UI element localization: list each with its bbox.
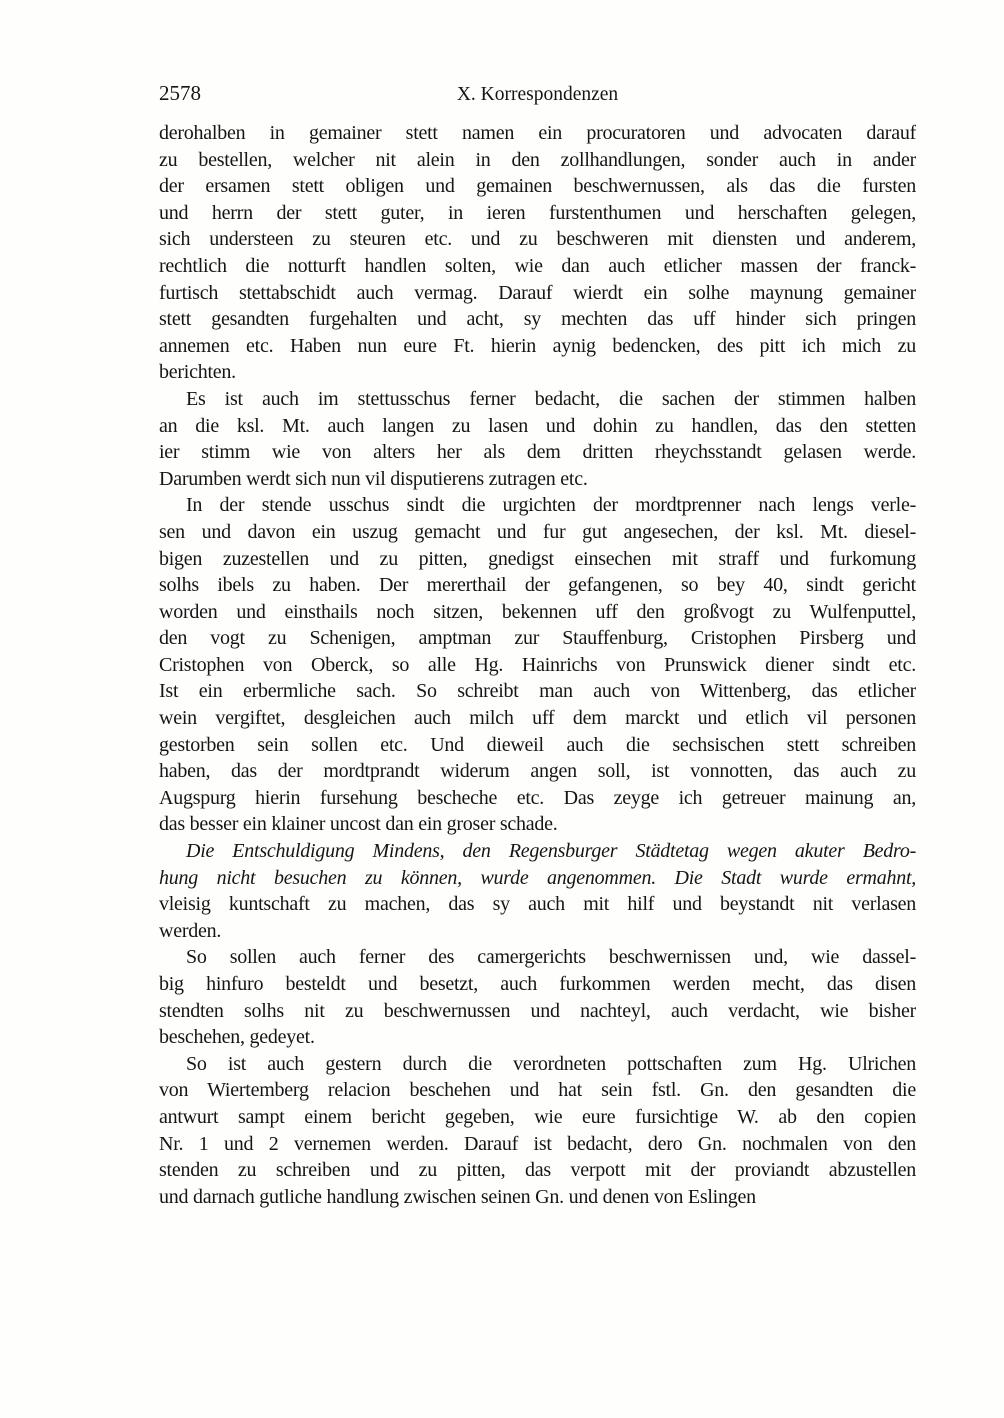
text-line: wein vergiftet, desgleichen auch milch uff dem marckt und etlich vil personen bbox=[159, 707, 916, 730]
text-line: So sollen auch ferner des camergerichts beschwernissen und, wie dassel- bbox=[186, 946, 916, 969]
text-line: Es ist auch im stettusschus ferner bedacht, die sachen der stimmen halben bbox=[186, 387, 916, 410]
text-line: ier stimm wie von alters her als dem dritten rheychsstandt gelasen werde. bbox=[159, 441, 916, 464]
text-line: das besser ein klainer uncost dan ein groser schade. bbox=[159, 813, 558, 836]
text-line: von Wiertemberg relacion beschehen und hat sein fstl. Gn. den gesandten die bbox=[159, 1079, 916, 1102]
text-line: werden. bbox=[159, 919, 222, 942]
text-line: big hinfuro besteldt und besetzt, auch furkommen werden mecht, das disen bbox=[159, 973, 916, 995]
text-line: bigen zuzestellen und zu pitten, gnedigst einsechen mit straff und furkomung bbox=[159, 547, 916, 570]
text-line: berichten. bbox=[159, 361, 236, 384]
text-line: beschehen, gedeyet. bbox=[159, 1026, 315, 1049]
text-line: vleisig kuntschaft zu machen, das sy auch mit hilf und beystandt nit verlasen bbox=[159, 893, 916, 916]
text-line: worden und einsthails noch sitzen, bekennen uff den großvogt zu Wulfenputtel, bbox=[159, 600, 916, 623]
text-line: gestorben sein sollen etc. Und dieweil auch die sechsischen stett schreiben bbox=[159, 733, 916, 756]
text-line: haben, das der mordtprandt widerum angen soll, ist vonnotten, das auch zu bbox=[159, 760, 916, 783]
text-line: annemen etc. Haben nun eure Ft. hierin aynig bedencken, des pitt ich mich zu bbox=[159, 334, 916, 357]
text-line: Die Entschuldigung Mindens, den Regensburger Städtetag wegen akuter Bedro- bbox=[186, 840, 916, 863]
text-line: Darumben werdt sich nun vil disputierens zutragen etc. bbox=[159, 467, 588, 490]
text-line: antwurt sampt einem bericht gegeben, wie eure fursichtige W. ab den copien bbox=[159, 1105, 916, 1128]
text-line: und darnach gutliche handlung zwischen seinen Gn. und denen von Eslingen bbox=[159, 1185, 756, 1208]
text-line: Nr. 1 und 2 vernemen werden. Darauf ist bedacht, dero Gn. nochmalen von den bbox=[159, 1132, 916, 1155]
text-line: hung nicht besuchen zu können, wurde angenommen. Die Stadt wurde ermahnt, bbox=[159, 866, 916, 889]
text-line: und herrn der stett guter, in ieren furstenthumen und herschaften gelegen, bbox=[159, 201, 916, 224]
text-line: Augspurg hierin fursehung bescheche etc. Das zeyge ich getreuer mainung an, bbox=[159, 786, 916, 809]
text-line: So ist auch gestern durch die verordneten pottschaften zum Hg. Ulrichen bbox=[186, 1052, 916, 1075]
text-line: Cristophen von Oberck, so alle Hg. Hainrichs von Prunswick diener sindt etc. bbox=[159, 653, 916, 676]
text-line: furtisch stettabschidt auch vermag. Darauf wierdt ein solhe maynung gemainer bbox=[159, 281, 916, 304]
text-line: Ist ein erbermliche sach. So schreibt man auch von Wittenberg, das etlicher bbox=[159, 680, 916, 703]
text-line: rechtlich die notturft handlen solten, wie dan auch etlicher massen der franck- bbox=[159, 254, 916, 277]
text-line: der ersamen stett obligen und gemainen beschwernussen, als das die fursten bbox=[159, 175, 916, 198]
text-line: derohalben in gemainer stett namen ein procuratoren und advocaten darauf bbox=[159, 122, 916, 144]
text-line: stenden zu schreiben und zu pitten, das verpott mit der proviandt abzustellen bbox=[159, 1159, 916, 1182]
text-line: stett gesandten furgehalten und acht, sy mechten das uff hinder sich pringen bbox=[159, 308, 916, 331]
page-header bbox=[159, 80, 916, 107]
text-line: zu bestellen, welcher nit alein in den zollhandlungen, sonder auch in ander bbox=[159, 148, 916, 171]
text-line: sich understeen zu steuren etc. und zu beschweren mit diensten und anderem, bbox=[159, 228, 916, 251]
page-content bbox=[159, 80, 916, 1210]
text-line: solhs ibels zu haben. Der mererthail der gefangenen, so bey 40, sindt gericht bbox=[159, 574, 916, 597]
text-line: stendten solhs nit zu beschwernussen und nachteyl, auch verdacht, wie bisher bbox=[159, 999, 916, 1022]
text-line: an die ksl. Mt. auch langen zu lasen und dohin zu handlen, das den stetten bbox=[159, 414, 916, 437]
text-block bbox=[159, 120, 916, 1210]
text-line: sen und davon ein uszug gemacht und fur gut angesechen, der ksl. Mt. diesel- bbox=[159, 520, 916, 543]
text-line: In der stende usschus sindt die urgichten der mordtprenner nach lengs verle- bbox=[186, 494, 916, 517]
running-title: X. Korrespondenzen bbox=[456, 84, 619, 105]
page-number: 2578 bbox=[159, 81, 201, 105]
text-line: den vogt zu Schenigen, amptman zur Stauffenburg, Cristophen Pirsberg und bbox=[159, 627, 916, 650]
